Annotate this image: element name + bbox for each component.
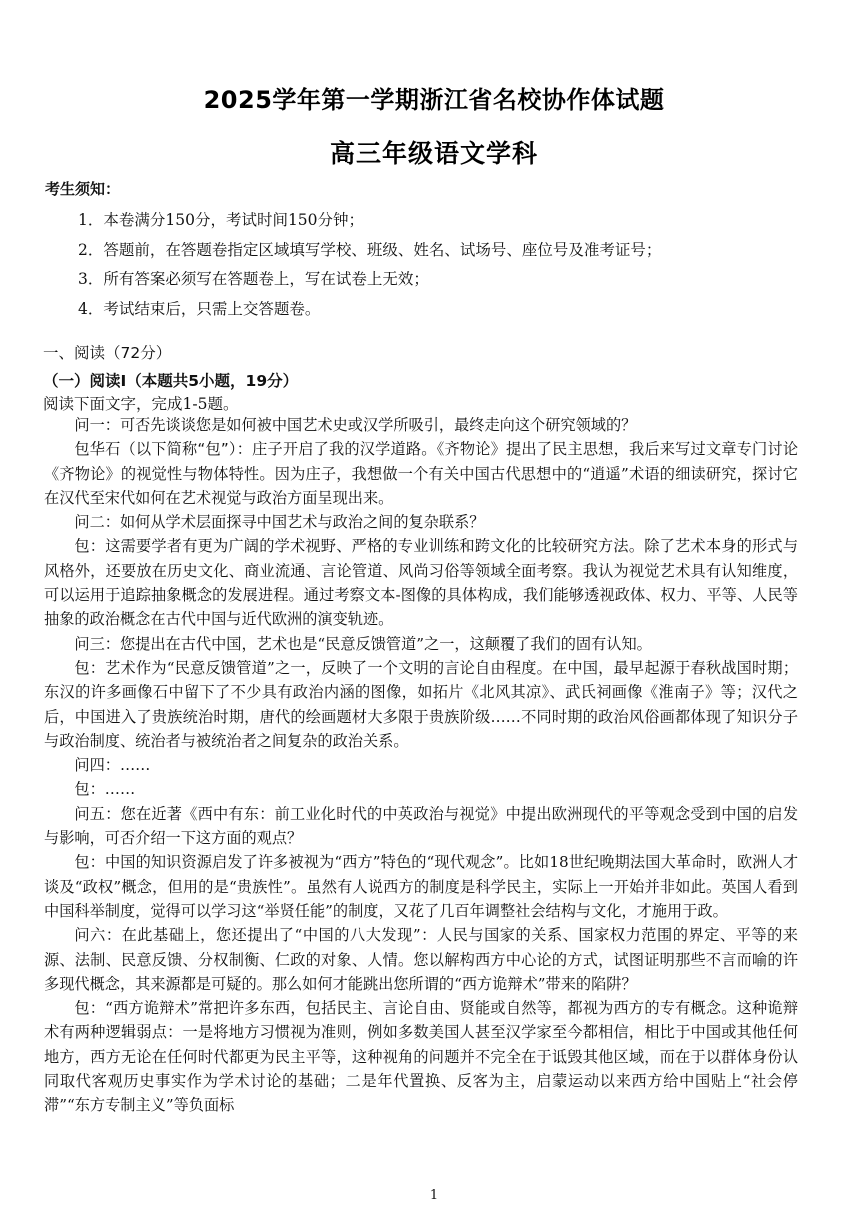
passage-paragraph [44, 777, 798, 801]
paragraph-text: …… [104, 780, 136, 799]
passage-paragraph [44, 632, 798, 656]
paragraph-text: 可否先谈谈您是如何被中国艺术史或汉学所吸引，最终走向这个研究领域的？ [119, 416, 637, 434]
passage-paragraph [44, 656, 798, 753]
paragraph-text: 您提出在古代中国，艺术也是“民意反馈管道”之一，这颠覆了我们的固有认知。 [119, 634, 652, 653]
speaker-label: 问三： [74, 634, 120, 653]
notice-item: 1．本卷满分150分，考试时间150分钟； [78, 211, 365, 229]
notice-item: 4．考试结束后，只需上交答题卷。 [78, 299, 321, 318]
passage-paragraph [44, 850, 798, 923]
speaker-label: 包： [74, 780, 105, 799]
passage-paragraph [44, 534, 798, 631]
paragraph-text: 艺术作为“民意反馈管道”之一，反映了一个文明的言论自由程度。在中国，最早起源于春秋战国时期；东汉的许多画像石中留下了不少具有政治内涵的图像，如拓片《北风其凉》、武氏祠画像《淮南子》等；汉代之后，中国进入了贵族统治时期，唐代的绘画题材大多限于贵族阶级……不同时期的政治风俗画都体现了知识分子与政治制度、统治者与被统治者之间复杂的政治关系。 [44, 658, 799, 750]
speaker-label: 问二： [74, 513, 120, 532]
paragraph-text: 您在近著《西中有东：前工业化时代的中英政治与视觉》中提出欧洲现代的平等观念受到中国的启发与影响，可否介绍一下这方面的观点？ [44, 804, 799, 848]
speaker-label: 包： [74, 853, 105, 872]
passage-paragraph [44, 437, 798, 510]
speaker-label: 包华石（以下简称“包”）： [74, 440, 253, 459]
paragraph-text: 中国的知识资源启发了许多被视为“西方”特色的“现代观念”。比如18世纪晚期法国大革命时，欧洲人才谈及“政权”概念，但用的是“贵族性”。虽然有人说西方的制度是科学民主，实际上一开始并非如此。英国人看到中国科举制度，觉得可以学习这“举贤任能”的制度，又花了几百年调整社会结构与文化，才施用于政。 [44, 853, 799, 920]
speaker-label: 问四： [74, 756, 120, 775]
exam-subtitle: 高三年级语文学科 [329, 139, 538, 168]
reading-passage [44, 413, 798, 1118]
notice-list [78, 206, 661, 324]
paragraph-text: …… [119, 756, 151, 775]
speaker-label: 包： [74, 537, 106, 556]
passage-paragraph [44, 413, 798, 437]
passage-paragraph [44, 753, 798, 777]
notice-item: 3．所有答案必须写在答题卷上，写在试卷上无效； [78, 270, 429, 288]
exam-title: 2025学年第一学期浙江省名校协作体试题 [203, 86, 665, 114]
section-heading: 一、阅读（72分） [43, 344, 172, 362]
passage-paragraph [44, 510, 798, 534]
paragraph-text: 如何从学术层面探寻中国艺术与政治之间的复杂联系？ [119, 513, 485, 532]
page-number: 1 [429, 1188, 439, 1203]
speaker-label: 问一： [74, 416, 120, 434]
passage-paragraph [44, 802, 798, 851]
speaker-label: 问六： [74, 926, 122, 945]
speaker-label: 包： [74, 658, 106, 677]
notice-heading: 考生须知： [45, 180, 121, 198]
speaker-label: 问五： [74, 804, 121, 823]
reading-instruction: 阅读下面文字，完成1-5题。 [43, 395, 239, 413]
paragraph-text: 庄子开启了我的汉学道路。《齐物论》提出了民主思想，我后来写过文章专门讨论《齐物论》的视觉性与物体特性。因为庄子，我想做一个有关中国古代思想中的“逍遥”术语的细读研究，探讨它在汉代至宋代如何在艺术视觉与政治方面呈现出来。 [44, 440, 799, 507]
notice-item: 2．答题前，在答题卷指定区域填写学校、班级、姓名、试场号、座位号及准考证号； [78, 240, 662, 259]
subsection-heading: （一）阅读Ⅰ（本题共5小题，19分） [43, 372, 299, 390]
paragraph-text: 在此基础上，您还提出了“中国的八大发现”：人民与国家的关系、国家权力范围的界定、平等的来源、法制、民意反馈、分权制衡、仁政的对象、人情。您以解构西方中心论的方式，试图证明那些不言而喻的许多现代概念，其来源都是可疑的。那么如何才能跳出您所谓的“西方诡辩术”带来的陷阱？ [44, 926, 798, 993]
passage-paragraph [44, 923, 798, 996]
paragraph-text: “西方诡辩术”常把许多东西，包括民主、言论自由、贤能或自然等，都视为西方的专有概念。这种诡辩术有两种逻辑弱点：一是将地方习惯视为准则，例如多数美国人甚至汉学家至今都相信，相比于中国或其他任何地方，西方无论在任何时代都更为民主平等，这种视角的问题并不完全在于诋毁其他区域，而在于以群体身份认同取代客观历史事实作为学术讨论的基础；二是年代置换、反客为主，启蒙运动以来西方给中国贴上“社会停滞”“东方专制主义”等负面标 [44, 999, 799, 1115]
speaker-label: 包： [74, 999, 106, 1018]
paragraph-text: 这需要学者有更为广阔的学术视野、严格的专业训练和跨文化的比较研究方法。除了艺术本身的形式与风格外，还要放在历史文化、商业流通、言论管道、风尚习俗等领域全面考察。我认为视觉艺术具有认知维度，可以运用于追踪抽象概念的发展进程。通过考察文本-图像的具体构成，我们能够透视政体、权力、平等、人民等抽象的政治概念在古代中国与近代欧洲的演变轨迹。 [44, 537, 799, 629]
passage-paragraph [44, 996, 798, 1117]
